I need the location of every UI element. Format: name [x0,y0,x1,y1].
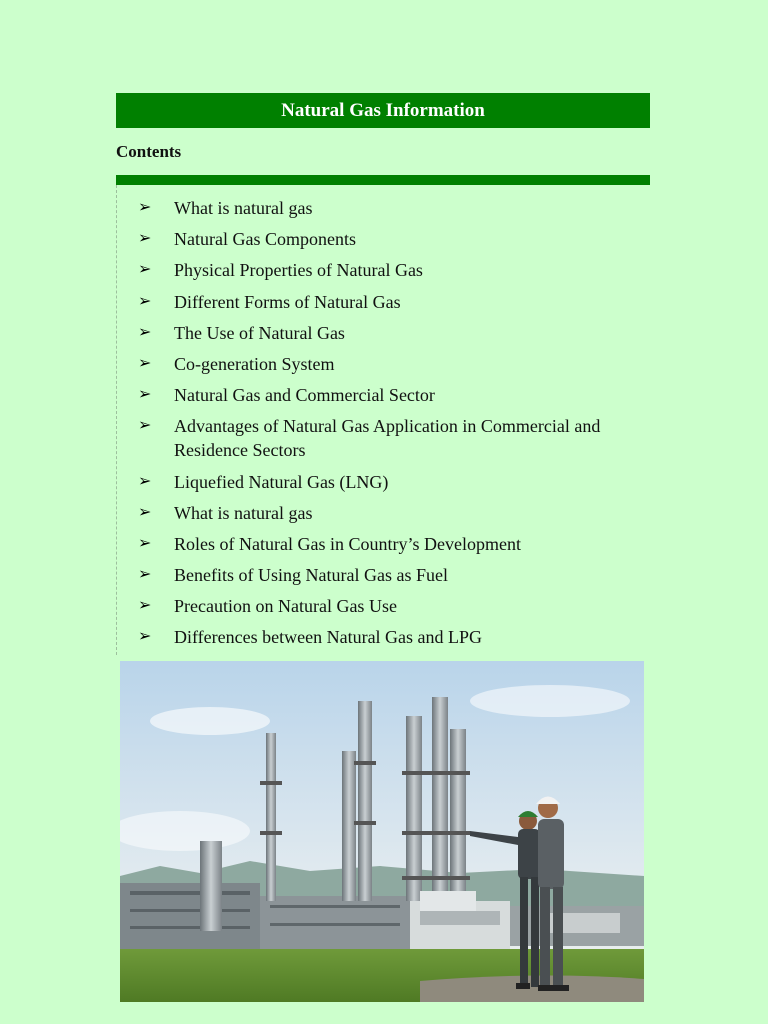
list-item[interactable] [138,258,638,282]
arrow-bullet-icon: ➢ [138,503,152,521]
list-item[interactable] [138,563,638,587]
list-item-label: Differences between Natural Gas and LPG [174,627,483,648]
list-item[interactable] [138,501,638,525]
contents-heading: Contents [116,142,182,161]
list-item[interactable] [138,532,638,556]
arrow-bullet-icon: ➢ [138,230,152,248]
arrow-bullet-icon: ➢ [138,354,152,372]
list-item[interactable] [138,383,638,407]
list-item-label: What is natural gas [174,198,313,218]
list-item-label: Natural Gas Components [174,229,356,250]
list-item-label: Co-generation System [174,353,335,374]
list-item[interactable] [138,352,638,376]
list-item-label: The Use of Natural Gas [174,322,345,343]
list-item[interactable] [138,290,638,314]
arrow-bullet-icon: ➢ [138,292,152,310]
gas-plant-photo [120,661,644,1002]
table-left-border [116,185,118,655]
list-item[interactable] [138,321,638,345]
arrow-bullet-icon: ➢ [138,597,152,615]
list-item-label: Natural Gas and Commercial Sector [174,385,435,406]
page-title-bar [116,93,650,128]
arrow-bullet-icon: ➢ [138,628,152,646]
list-item[interactable] [138,414,638,462]
list-item[interactable] [138,196,638,220]
list-item-label: Roles of Natural Gas in Country’s Development [174,533,521,554]
list-item[interactable] [138,470,638,494]
list-item[interactable] [138,625,638,649]
list-item[interactable] [138,594,638,618]
list-item-label: Advantages of Natural Gas Application in Commercial and Residence Sectors [174,416,601,461]
page-title: Natural Gas Information [281,99,485,121]
list-item-label: Precaution on Natural Gas Use [174,596,397,617]
gas-plant-illustration [120,661,644,1002]
arrow-bullet-icon: ➢ [138,534,152,552]
list-item-label: Liquefied Natural Gas (LNG) [174,471,389,492]
arrow-bullet-icon: ➢ [138,472,152,490]
arrow-bullet-icon: ➢ [138,417,152,435]
list-item-label: Physical Properties of Natural Gas [174,260,423,281]
list-item-label: Different Forms of Natural Gas [174,291,401,312]
arrow-bullet-icon: ➢ [138,386,152,404]
section-divider [116,175,650,185]
contents-list [138,196,638,657]
list-item-label: Benefits of Using Natural Gas as Fuel [174,565,448,586]
arrow-bullet-icon: ➢ [138,199,152,216]
list-item[interactable] [138,227,638,251]
arrow-bullet-icon: ➢ [138,566,152,584]
arrow-bullet-icon: ➢ [138,261,152,279]
arrow-bullet-icon: ➢ [138,323,152,341]
list-item-label: What is natural gas [174,502,313,523]
